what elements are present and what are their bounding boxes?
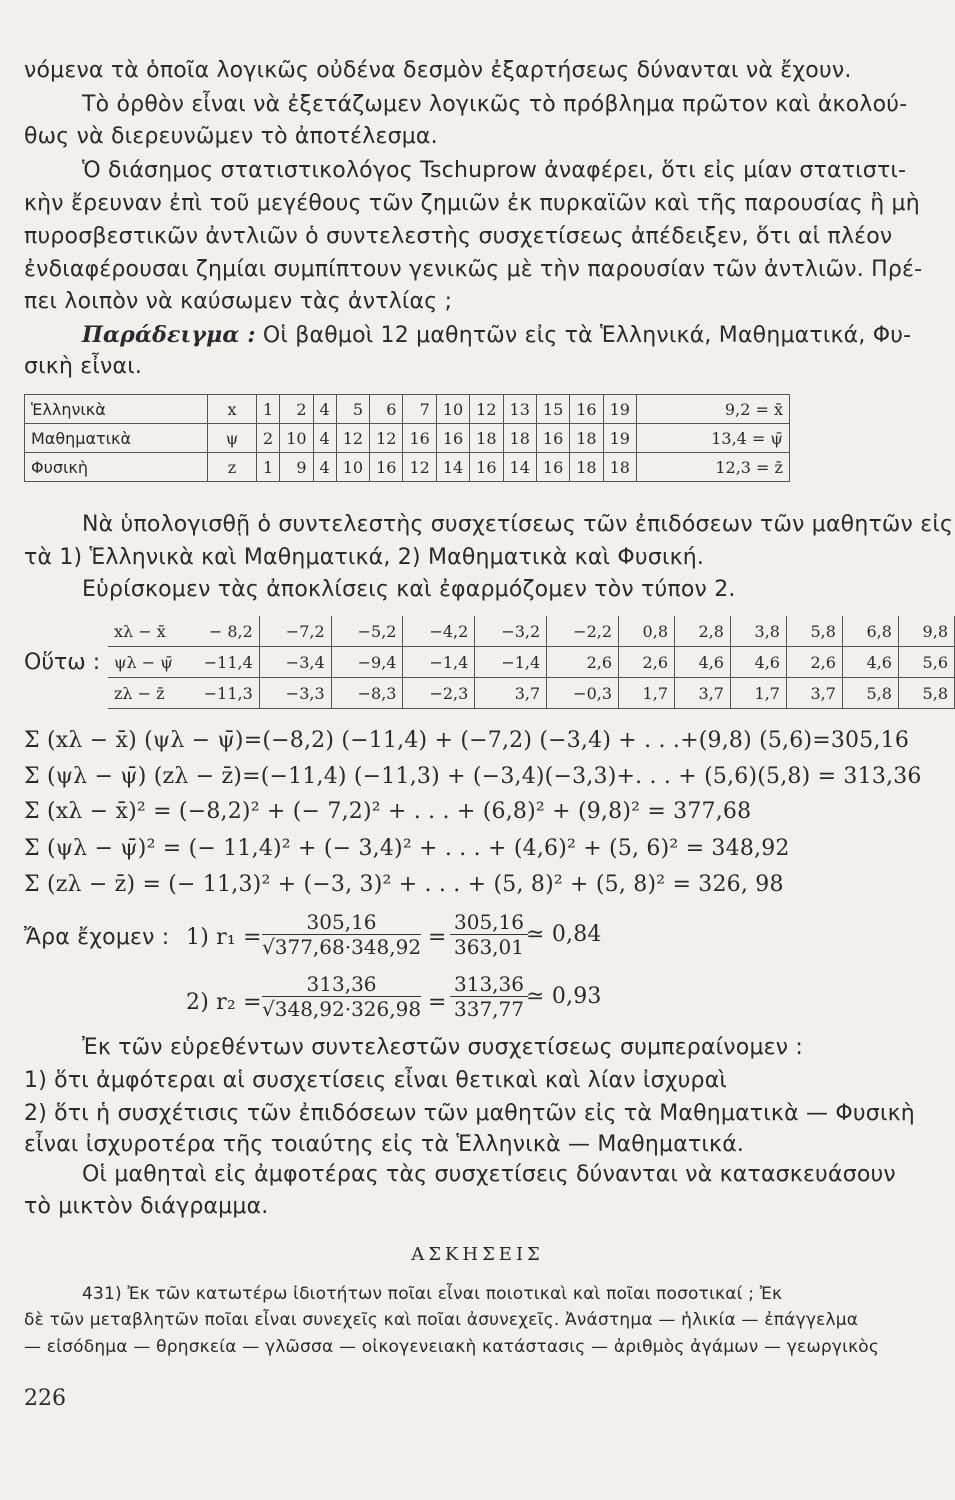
grades-table xyxy=(24,394,790,482)
deviation-cell: 1,7 xyxy=(619,678,675,709)
deviation-cell: 3,7 xyxy=(675,678,731,709)
grade-cell: 16 xyxy=(470,453,503,482)
deviation-cell: −2,3 xyxy=(403,678,475,709)
example-text: Οἱ βαθμοὶ 12 μαθητῶν εἰς τὰ Ἑλληνικά, Μαθηματικά, Φυ- xyxy=(255,323,912,348)
grade-cell: 16 xyxy=(436,424,469,453)
text-line: τὸ μικτὸν διάγραμμα. xyxy=(24,1194,269,1219)
grade-cell: 7 xyxy=(403,395,436,424)
example-line xyxy=(82,322,911,348)
page-number: 226 xyxy=(24,1386,66,1411)
equation: Σ (ψλ − ψ̄)² = (− 11,4)² + (− 3,4)² + . . . + (4,6)² + (5, 6)² = 348,92 xyxy=(24,836,790,861)
grade-cell: 1 xyxy=(257,395,280,424)
grade-cell: 5 xyxy=(336,395,369,424)
text-line: 1) ὅτι ἀμφότεραι αἱ συσχετίσεις εἶναι θετικαὶ καὶ λίαν ἰσχυραὶ xyxy=(24,1068,728,1093)
equation: Σ (xλ − x̄) (ψλ − ψ̄)=(−8,2) (−11,4) + (−7,2) (−3,4) + . . .+(9,8) (5,6)=305,16 xyxy=(24,728,910,753)
deviation-cell: 4,6 xyxy=(730,647,786,678)
deviation-label: zλ − z̄ xyxy=(108,678,187,709)
subject-cell: Μαθηματικὰ xyxy=(25,424,208,453)
mean-cell: 13,4 = ψ̄ xyxy=(636,424,789,453)
equation: Σ (xλ − x̄)² = (−8,2)² + (− 7,2)² + . . . + (6,8)² + (9,8)² = 377,68 xyxy=(24,799,752,824)
grade-cell: 16 xyxy=(403,424,436,453)
r2-denominator-2: 337,77 xyxy=(454,997,524,1021)
grade-cell: 2 xyxy=(280,395,313,424)
variable-cell: ψ xyxy=(208,424,257,453)
deviation-cell: −3,2 xyxy=(475,616,547,647)
text-line: πει λοιπὸν νὰ καύσωμεν τὰς ἀντλίας ; xyxy=(24,289,453,314)
text-line: Εὑρίσκομεν τὰς ἀποκλίσεις καὶ ἐφαρμόζομεν τὸν τύπον 2. xyxy=(82,577,736,602)
deviation-cell: −9,4 xyxy=(331,647,403,678)
grade-cell: 12 xyxy=(403,453,436,482)
equals-sign: = xyxy=(428,925,447,950)
deviation-cell: 2,8 xyxy=(675,616,731,647)
deviation-cell: 3,7 xyxy=(786,678,842,709)
text-line: 2) ὅτι ἡ συσχέτισις τῶν ἐπιδόσεων τῶν μαθητῶν εἰς τὰ Μαθηματικὰ — Φυσικὴ xyxy=(24,1101,915,1126)
grade-cell: 10 xyxy=(336,453,369,482)
r2-label: 2) r₂ = xyxy=(186,990,262,1015)
r1-denominator-2: 363,01 xyxy=(454,935,524,959)
deviation-cell: 4,6 xyxy=(675,647,731,678)
grade-cell: 13 xyxy=(503,395,536,424)
exercise-line: 431) Ἐκ τῶν κατωτέρω ἰδιοτήτων ποῖαι εἶναι ποιοτικαὶ καὶ ποῖαι ποσοτικαί ; Ἐκ xyxy=(82,1284,783,1304)
r2-fraction-2 xyxy=(450,972,528,1021)
deviation-cell: −8,3 xyxy=(331,678,403,709)
text-line: τὰ 1) Ἑλληνικὰ καὶ Μαθηματικά, 2) Μαθηματικὰ καὶ Φυσική. xyxy=(24,545,705,570)
text-line: εἶναι ἰσχυροτέρα τῆς τοιαύτης εἰς τὰ Ἑλληνικὰ — Μαθηματικά. xyxy=(24,1132,745,1157)
grade-cell: 16 xyxy=(536,424,569,453)
deviation-row xyxy=(108,616,955,647)
grade-cell: 10 xyxy=(436,395,469,424)
grade-cell: 15 xyxy=(536,395,569,424)
text-line: πυροσβεστικῶν ἀντλιῶν ὁ συντελεστὴς συσχετίσεως ἀπέδειξεν, ὅτι αἱ πλέον xyxy=(24,224,893,249)
deviation-cell: 2,6 xyxy=(786,647,842,678)
deviation-row xyxy=(108,647,955,678)
grade-cell: 2 xyxy=(257,424,280,453)
grade-cell: 18 xyxy=(570,453,603,482)
r1-denominator: √377,68·348,92 xyxy=(262,935,422,959)
deviation-cell: −3,4 xyxy=(259,647,331,678)
exercise-line: δὲ τῶν μεταβλητῶν ποῖαι εἶναι συνεχεῖς καὶ ποῖαι ἀσυνεχεῖς. Ἀνάστημα — ἡλικία — ἐπάγγελμα xyxy=(24,1310,859,1330)
equation: Σ (zλ − z̄) = (− 11,3)² + (−3, 3)² + . . . + (5, 8)² + (5, 8)² = 326, 98 xyxy=(24,872,784,897)
deviation-cell: 5,8 xyxy=(898,678,954,709)
deviations-table xyxy=(108,616,955,709)
deviation-cell: 3,7 xyxy=(475,678,547,709)
text-line: Οἱ μαθηταὶ εἰς ἀμφοτέρας τὰς συσχετίσεις δύνανται νὰ κατασκευάσουν xyxy=(82,1162,896,1187)
text-line: νόμενα τὰ ὁποῖα λογικῶς οὐδένα δεσμὸν ἐξαρτήσεως δύνανται νὰ ἔχουν. xyxy=(24,58,852,83)
r2-numerator-2: 313,36 xyxy=(450,972,528,997)
r1-label: 1) r₁ = xyxy=(186,925,262,950)
deviation-cell: −2,2 xyxy=(547,616,619,647)
deviation-cell: 5,8 xyxy=(842,678,898,709)
deviation-cell: −1,4 xyxy=(475,647,547,678)
deviation-cell: −11,3 xyxy=(187,678,259,709)
r2-numerator: 313,36 xyxy=(262,972,421,997)
grade-cell: 14 xyxy=(503,453,536,482)
grade-cell: 10 xyxy=(280,424,313,453)
deviation-cell: 3,8 xyxy=(730,616,786,647)
deviation-cell: −11,4 xyxy=(187,647,259,678)
outo-label: Οὕτω : xyxy=(24,650,101,675)
grade-cell: 9 xyxy=(280,453,313,482)
grade-cell: 18 xyxy=(470,424,503,453)
grade-cell: 12 xyxy=(470,395,503,424)
deviation-cell: −5,2 xyxy=(331,616,403,647)
deviation-cell: 5,6 xyxy=(898,647,954,678)
text-line: ἐνδιαφέρουσαι ζημίαι συμπίπτουν γενικῶς μὲ τὴν παρουσίαν τῶν ἀντλιῶν. Πρέ- xyxy=(24,257,923,282)
section-heading: ΑΣΚΗΣΕΙΣ xyxy=(411,1244,544,1265)
r2-denominator: √348,92·326,98 xyxy=(262,997,422,1021)
deviation-cell: −0,3 xyxy=(547,678,619,709)
text-line: Νὰ ὑπολογισθῇ ὁ συντελεστὴς συσχετίσεως τῶν ἐπιδόσεων τῶν μαθητῶν εἰς xyxy=(82,512,954,537)
text-line: Ὁ διάσημος στατιστικολόγος Tschuprow ἀναφέρει, ὅτι εἰς μίαν στατιστι- xyxy=(82,158,907,183)
r1-numerator: 305,16 xyxy=(262,910,421,935)
grade-cell: 6 xyxy=(370,395,403,424)
deviation-cell: 5,8 xyxy=(786,616,842,647)
variable-cell: x xyxy=(208,395,257,424)
deviation-cell: −3,3 xyxy=(259,678,331,709)
variable-cell: z xyxy=(208,453,257,482)
grade-cell: 18 xyxy=(603,453,636,482)
grade-cell: 4 xyxy=(313,395,336,424)
subject-cell: Ἑλληνικὰ xyxy=(25,395,208,424)
grades-row xyxy=(25,453,790,482)
grades-row xyxy=(25,424,790,453)
grade-cell: 1 xyxy=(257,453,280,482)
grade-cell: 4 xyxy=(313,424,336,453)
deviation-cell: 1,7 xyxy=(730,678,786,709)
grade-cell: 12 xyxy=(370,424,403,453)
grade-cell: 4 xyxy=(313,453,336,482)
subject-cell: Φυσικὴ xyxy=(25,453,208,482)
mean-cell: 9,2 = x̄ xyxy=(636,395,789,424)
text-line: Τὸ ὀρθὸν εἶναι νὰ ἐξετάζωμεν λογικῶς τὸ πρόβλημα πρῶτον καὶ ἀκολού- xyxy=(82,92,908,117)
r1-fraction xyxy=(262,910,421,959)
grade-cell: 19 xyxy=(603,424,636,453)
grade-cell: 18 xyxy=(570,424,603,453)
equation: Σ (ψλ − ψ̄) (zλ − z̄)=(−11,4) (−11,3) + (−3,4)(−3,3)+. . . + (5,6)(5,8) = 313,36 xyxy=(24,764,922,789)
example-label: Παράδειγμα : xyxy=(82,322,256,348)
deviation-cell: 6,8 xyxy=(842,616,898,647)
deviation-cell: −4,2 xyxy=(403,616,475,647)
deviation-cell: 0,8 xyxy=(619,616,675,647)
deviation-label: xλ − x̄ xyxy=(108,616,187,647)
ara-label: Ἄρα ἔχομεν : xyxy=(24,925,170,950)
grade-cell: 12 xyxy=(336,424,369,453)
deviation-cell: −1,4 xyxy=(403,647,475,678)
grade-cell: 16 xyxy=(370,453,403,482)
r1-numerator-2: 305,16 xyxy=(450,910,528,935)
text-line: Ἐκ τῶν εὑρεθέντων συντελεστῶν συσχετίσεως συμπεραίνομεν : xyxy=(82,1035,804,1060)
deviation-cell: 2,6 xyxy=(619,647,675,678)
exercise-line: — εἰσόδημα — θρησκεία — γλῶσσα — οἰκογενειακὴ κατάστασις — ἀριθμὸς ἀγάμων — γεωργικὸς xyxy=(24,1337,880,1357)
mean-cell: 12,3 = z̄ xyxy=(636,453,789,482)
deviation-cell: −7,2 xyxy=(259,616,331,647)
grade-cell: 18 xyxy=(503,424,536,453)
r2-result: ≃ 0,93 xyxy=(526,984,602,1009)
grade-cell: 16 xyxy=(536,453,569,482)
grade-cell: 16 xyxy=(570,395,603,424)
deviation-cell: − 8,2 xyxy=(187,616,259,647)
r2-fraction xyxy=(262,972,421,1021)
r1-result: ≃ 0,84 xyxy=(526,922,602,947)
text-line: κὴν ἔρευναν ἐπὶ τοῦ μεγέθους τῶν ζημιῶν ἐκ πυρκαϊῶν καὶ τῆς παρουσίας ἢ μὴ xyxy=(24,191,920,216)
text-line: σικὴ εἶναι. xyxy=(24,354,143,379)
text-line: θως νὰ διερευνῶμεν τὸ ἀποτέλεσμα. xyxy=(24,124,438,149)
deviation-label: ψλ − ψ̄ xyxy=(108,647,187,678)
r1-fraction-2 xyxy=(450,910,528,959)
equals-sign: = xyxy=(428,990,447,1015)
deviation-cell: 2,6 xyxy=(547,647,619,678)
deviation-cell: 4,6 xyxy=(842,647,898,678)
grade-cell: 14 xyxy=(436,453,469,482)
deviation-cell: 9,8 xyxy=(898,616,954,647)
deviation-row xyxy=(108,678,955,709)
grades-row xyxy=(25,395,790,424)
grade-cell: 19 xyxy=(603,395,636,424)
